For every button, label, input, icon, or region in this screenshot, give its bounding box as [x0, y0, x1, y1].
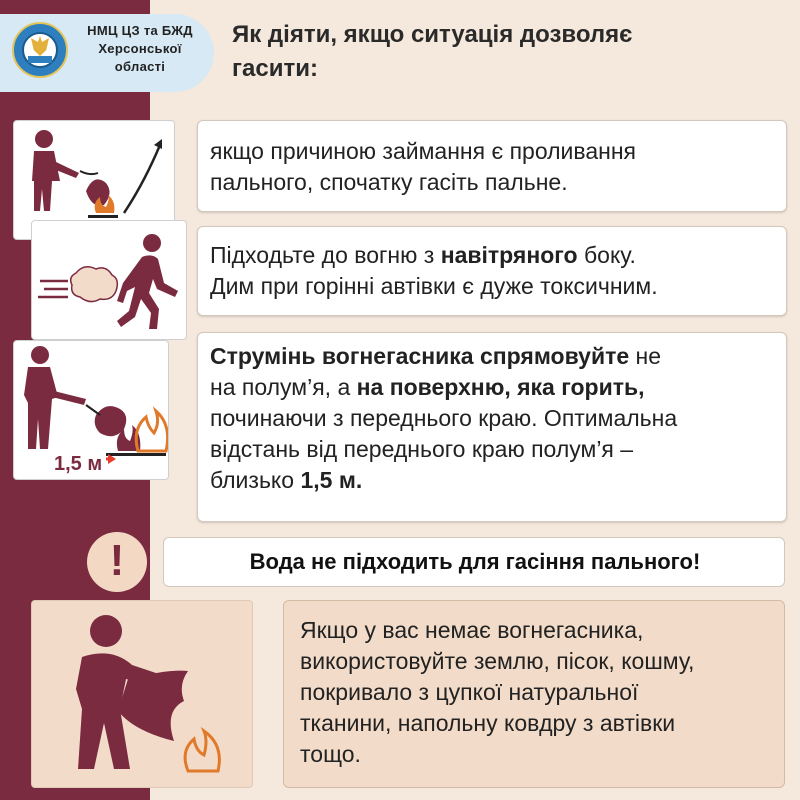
step-1-text: [210, 136, 636, 198]
step-3-line-3: починаючи з переднього краю. Оптимальна: [210, 405, 678, 431]
step-2-text-bold: навітряного: [440, 242, 578, 268]
warning-card: [163, 537, 785, 587]
step-2-text: [210, 240, 658, 302]
step-2-line-2: Дим при горінні автівки є дуже токсичним.: [210, 273, 658, 299]
logo-line-1: НМЦ ЦЗ та БЖД: [87, 23, 193, 38]
step-2-card: [197, 226, 787, 316]
step-4-line-5: тощо.: [300, 741, 361, 767]
logo-line-2: Херсонської: [98, 41, 182, 56]
step-1-line-1: якщо причиною займання є проливання: [210, 138, 636, 164]
step-3-text: [210, 341, 677, 496]
logo-text: [74, 22, 206, 76]
page-title: [232, 18, 772, 86]
warning-text: Вода не підходить для гасіння пального!: [249, 549, 701, 574]
step-3-text-1: не: [629, 343, 662, 369]
step-3-bold-1: Струмінь вогнегасника спрямовуйте: [210, 343, 630, 369]
step-2-text-a: Підходьте до вогню з: [210, 242, 441, 268]
step-4-line-3: покривало з цупкої натуральної: [300, 679, 639, 705]
step-3-card: [197, 332, 787, 522]
step-2-text-c: боку.: [577, 242, 636, 268]
step-3-bold-2: на поверхню, яка горить,: [356, 374, 645, 400]
step-3-line-4: відстань від переднього краю полум’я –: [210, 436, 634, 462]
step-3-bold-5: 1,5 м.: [300, 467, 363, 493]
step-4-text: [300, 615, 694, 770]
logo-line-3: області: [114, 59, 166, 74]
step-3-text-5a: близько: [210, 467, 301, 493]
step-4-line-2: використовуйте землю, пісок, кошму,: [300, 648, 695, 674]
step-4-line-1: Якщо у вас немає вогнегасника,: [300, 617, 644, 643]
upwind-walker-icon: [31, 220, 187, 340]
exclamation-icon: [87, 532, 147, 592]
step-1-line-2: пального, спочатку гасіть пальне.: [210, 169, 568, 195]
step-4-card: [283, 600, 785, 788]
exclamation-mark: !: [109, 536, 125, 585]
step-1-card: [197, 120, 787, 212]
logo-seal-icon: [12, 22, 68, 78]
title-line-1: Як діяти, якщо ситуація дозволяє: [232, 21, 633, 48]
blanket-extinguish-icon: [31, 600, 253, 788]
distance-label: 1,5 м: [50, 453, 106, 476]
step-4-line-4: тканини, напольну ковдру з автівки: [300, 710, 676, 736]
title-line-2: гасити:: [232, 55, 318, 82]
step-3-text-2a: на полум’я, а: [210, 374, 357, 400]
